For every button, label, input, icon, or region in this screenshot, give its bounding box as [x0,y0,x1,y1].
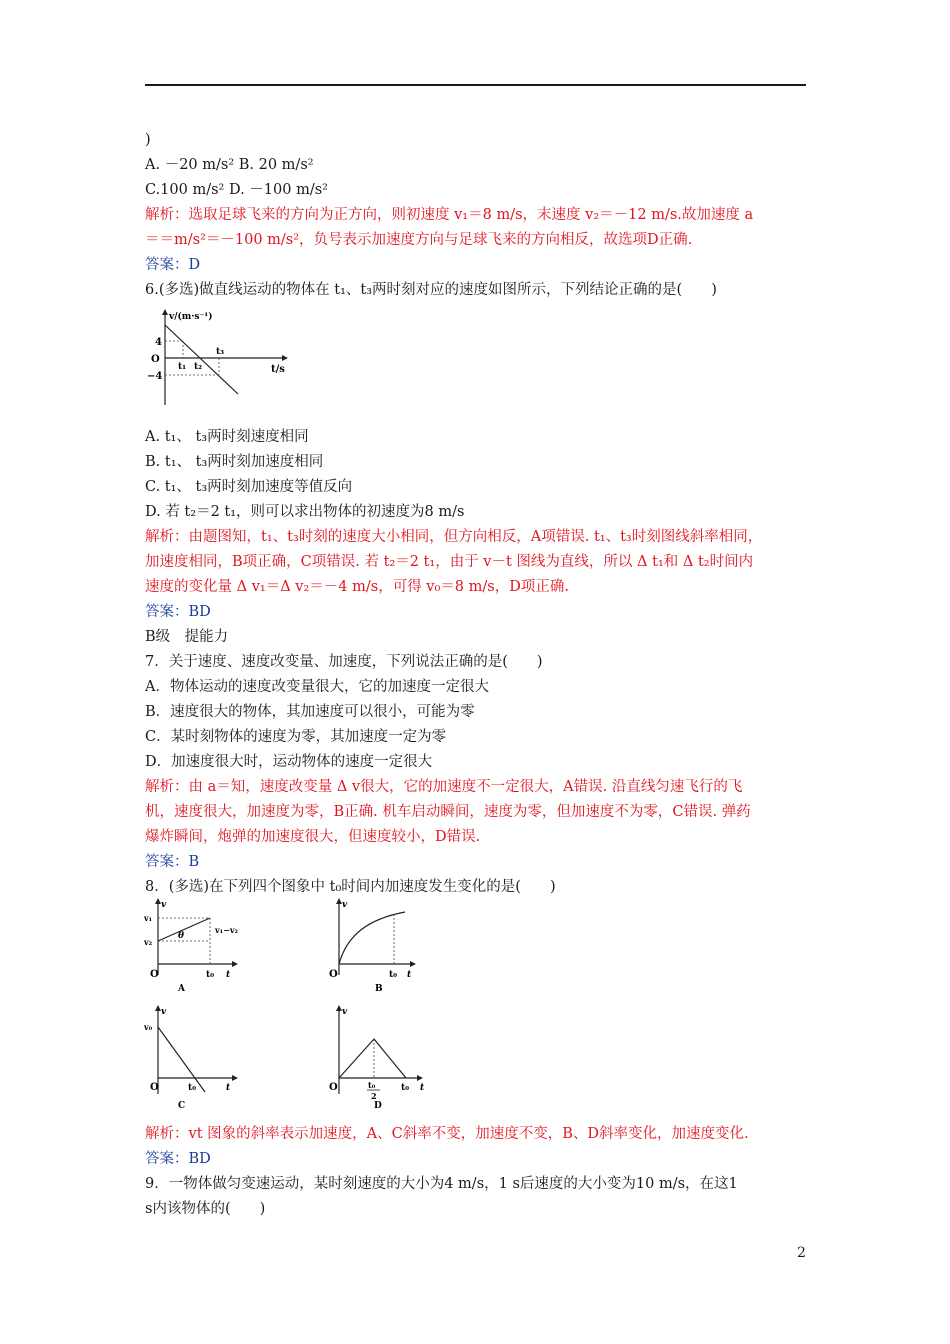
figure-8a-graph [140,895,280,995]
option-line: A．物体运动的速度改变量很大，它的加速度一定很大 [145,679,489,695]
answer-line: 答案：B [145,854,200,870]
t2-label: t₂ [194,362,203,372]
v-label: v [161,1007,167,1017]
velocity-curve [339,912,405,964]
half-t0-numerator: t₀ [368,1080,376,1090]
option-line: B．速度很大的物体，其加速度可以很小，可能为零 [145,704,475,720]
answer-line: 答案：D [145,257,201,273]
page-number: 2 [797,1245,806,1261]
half-t0-denominator: 2 [371,1091,377,1101]
question-9-continued: s内该物体的( ) [145,1201,266,1217]
analysis-line: 解析：选取足球飞来的方向为正方向，则初速度 v₁＝8 m/s，末速度 v₂＝－12 m/s.故加速度 a [145,207,754,223]
t1-label: t₁ [178,362,187,372]
figure-8c-graph [140,1002,250,1112]
option-line: C.100 m/s² D. －100 m/s² [145,182,328,198]
t0-label: t₀ [389,970,398,980]
y-axis-label: v/(m·s⁻¹) [169,312,213,322]
v1-label: v₁ [144,913,153,923]
question-6: 6.(多选)做直线运动的物体在 t₁、t₃两时刻对应的速度如图所示，下列结论正确的是( ) [145,282,717,298]
t-label: t [226,1083,231,1093]
t-label: t [407,970,412,980]
option-line: A. －20 m/s² B. 20 m/s² [145,157,314,173]
t0-label: t₀ [206,970,215,980]
figure-6-vt-graph [145,305,295,410]
analysis-line: 解析：由题图知，t₁、t₃时刻的速度大小相同，但方向相反，A项错误. t₁、t₃时刻图线斜率相同， [145,529,763,545]
figure-8d-graph [323,1002,433,1112]
analysis-line: 加速度相同，B项正确，C项错误. 若 t₂＝2 t₁，由于 v－t 图线为直线，所以 Δ t₁和 Δ t₂时间内 [145,554,754,570]
x-axis-arrow [410,961,416,967]
velocity-line [339,1039,406,1078]
caption: C [178,1101,186,1111]
analysis-line: 解析：由 a＝知，速度改变量 Δ v很大，它的加速度不一定很大，A错误. 沿直线匀速飞行的飞 [145,779,743,795]
option-line: C. t₁、 t₃两时刻加速度等值反向 [145,479,353,495]
x-axis-arrow [417,1075,423,1081]
question-8: 8．(多选)在下列四个图象中 t₀时间内加速度发生变化的是( ) [145,879,556,895]
t0-label: t₀ [188,1083,197,1093]
caption: B [375,984,383,994]
answer-line: 答案：BD [145,604,211,620]
analysis-line: ＝＝m/s²＝－100 m/s²，负号表示加速度方向与足球飞来的方向相反，故选项D正确. [145,232,693,248]
velocity-line [165,325,238,394]
t-label: t [420,1083,425,1093]
text-line: ) [145,132,151,148]
analysis-line: 速度的变化量 Δ v₁＝Δ v₂＝－4 m/s，可得 v₀＝8 m/s，D项正确. [145,579,569,595]
v0-label: v₀ [144,1022,153,1032]
origin-label: O [329,1082,338,1093]
y-axis-arrow [162,309,168,315]
x-axis-arrow [232,961,238,967]
option-line: D. 若 t₂＝2 t₁，则可以求出物体的初速度为8 m/s [145,504,465,520]
t0-label: t₀ [401,1083,410,1093]
t-label: t [226,970,231,980]
answer-line: 答案：BD [145,1151,211,1167]
v-label: v [342,900,348,910]
v-label: v [342,1007,348,1017]
caption: D [374,1101,382,1111]
diff-label: v₁−v₂ [215,925,239,935]
velocity-line [158,1027,205,1092]
caption: A [178,984,185,994]
option-line: D．加速度很大时，运动物体的速度一定很大 [145,754,433,770]
analysis-line: 解析：vt 图象的斜率表示加速度，A、C斜率不变，加速度不变，B、D斜率变化，加速度变化. [145,1126,749,1142]
tick-label: 4 [155,337,162,348]
x-axis-label: t/s [271,364,285,375]
section-heading: B级 提能力 [145,629,229,645]
analysis-line: 爆炸瞬间，炮弹的加速度很大，但速度较小，D错误. [145,829,481,845]
option-line: A. t₁、 t₃两时刻速度相同 [145,429,309,445]
tick-label: −4 [147,371,163,382]
question-9: 9．一物体做匀变速运动，某时刻速度的大小为4 m/s，1 s后速度的大小变为10 m/s，在这1 [145,1176,738,1192]
origin-label: O [151,354,160,365]
origin-label: O [329,969,338,980]
option-line: C．某时刻物体的速度为零，其加速度一定为零 [145,729,447,745]
origin-label: O [150,1082,159,1093]
theta-label: θ [178,931,185,941]
x-axis-arrow [282,355,288,361]
x-axis-arrow [232,1075,238,1081]
v-label: v [161,900,167,910]
v2-label: v₂ [144,937,153,947]
option-line: B. t₁、 t₃两时刻加速度相同 [145,454,324,470]
header-rule [145,84,806,86]
t3-label: t₃ [216,347,225,357]
origin-label: O [150,969,159,980]
analysis-line: 机，速度很大，加速度为零，B正确. 机车启动瞬间，速度为零，但加速度不为零，C错误. 弹药 [145,804,751,820]
question-7: 7．关于速度、速度改变量、加速度，下列说法正确的是( ) [145,654,543,670]
figure-8b-graph [323,895,423,995]
